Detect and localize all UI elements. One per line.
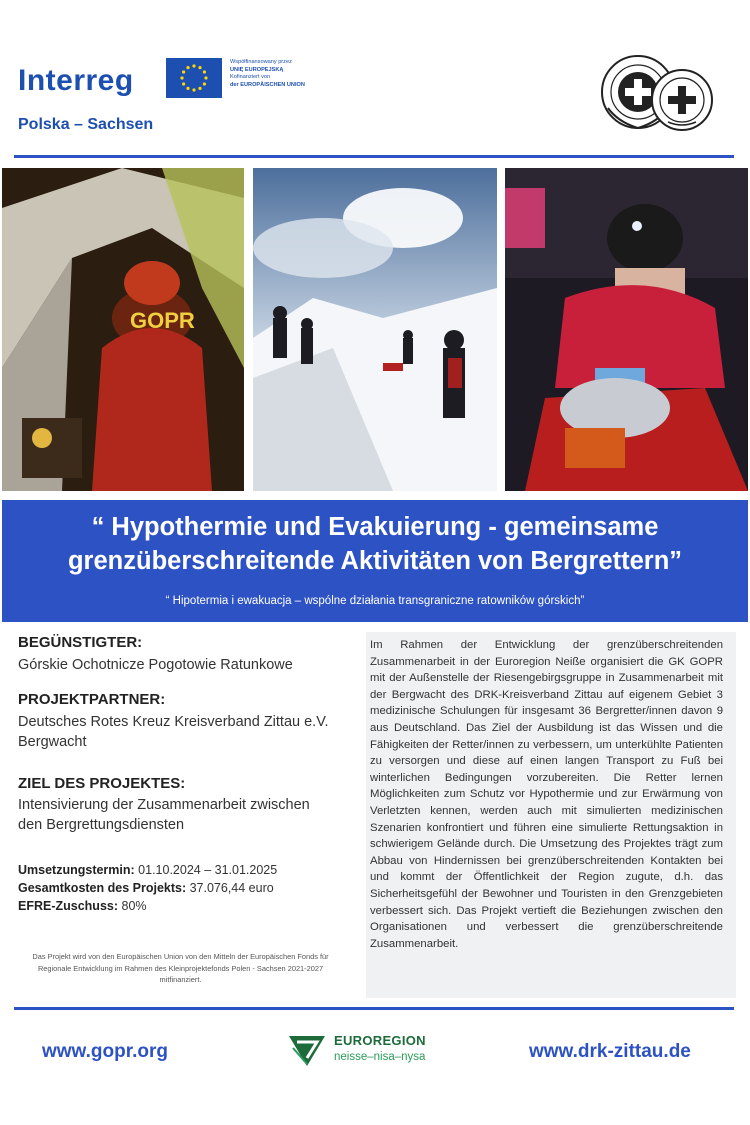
photo-gopr-label: GOPR (130, 308, 195, 333)
photo-patient-care (505, 168, 748, 491)
photo-rescuer-tent (2, 168, 244, 491)
euroregion-subtitle: neisse–nisa–nysa (334, 1051, 426, 1063)
partner-value: Deutsches Rotes Kreuz Kreisverband Zittau e.V. Bergwacht (18, 714, 329, 750)
header-divider (14, 155, 734, 158)
efre-row: EFRE-Zuschuss: 80% (18, 899, 147, 913)
funding-note: Das Projekt wird von den Europäischen Union von den Mitteln der Europäischen Fonds für Regionale Entwicklung im Rahmen des Kleinprojektefonds Polen - Sachsen 2021-2027 mitfinanziert. (32, 952, 329, 984)
eu-cofinance-text (230, 59, 350, 89)
footer-divider (14, 1007, 734, 1010)
eu-pl-line1: Współfinansowany przez (230, 59, 292, 65)
beneficiary-value: Górskie Ochotnicze Pogotowie Ratunkowe (18, 657, 293, 673)
project-facts (18, 861, 277, 915)
eu-pl-line2: UNIĘ EUROPEJSKĄ (230, 66, 284, 73)
cost-row: Gesamtkosten des Projekts: 37.076,44 euro (18, 881, 274, 895)
period-row: Umsetzungstermin: 01.10.2024 – 31.01.2025 (18, 863, 278, 877)
interreg-logo: Interreg (18, 64, 134, 97)
project-description: Im Rahmen der Entwicklung der grenzüberschreitenden Zusammenarbeit in der Euroregion Neiße organisiert die GK GOPR mit der Außenstelle der Riesengebirgsgruppe in Zusammenarbeit mit der Bergwacht des DRK-Kreisverband Zittau auf eigenem Gebiet 3 medizinische Schulungen für insgesamt 36 Bergretter/innen davon 9 aus Deutschland. Das Ziel der Ausbildung ist das Wissen und die Fähigkeiten der Retter/innen zu verbessern, um unterkühlte Patienten zu versorgen und diese auf einen langen Transport zu Fuß bei winterlichen Bedingungen vorzubereiten. Die Retter lernen Möglichkeiten zum Schutz vor Hypothermie und zur Erwärmung von Verletzten kennen, werden auch mit simulierten medizinischen Szenarien konfrontiert und führen eine simulierte Rettungsaktion in schwierigem Gelände durch. Die Umsetzung des Projektes trägt zum Abbau von Hindernissen bei grenzüberschreitenden Kontakten bei und kommt der Öffentlichkeit der Region zugute, d.h. das Sicherheitsgefühl der Bewohner und Touristen in den Grenzgebieten verbessert sich. Das Projekt vertieft die Beziehungen zwischen den Organisationen und verbessert die grenzüberschreitende Zusammenarbeit. (370, 639, 723, 950)
project-title-line2: grenzüberschreitende Aktivitäten von Bergrettern” (67, 547, 683, 575)
title-banner (2, 500, 748, 622)
eu-de-line1: Kofinanziert von (230, 74, 271, 81)
eu-de-line2: der EUROPÄISCHEN UNION (230, 81, 305, 88)
euroregion-logo-icon (287, 1032, 327, 1068)
goal-value: Intensivierung der Zusammenarbeit zwischen den Bergrettungsdiensten (18, 797, 310, 833)
project-title (2, 510, 748, 578)
gopr-website-link[interactable]: www.gopr.org (42, 1041, 168, 1062)
program-region: Polska – Sachsen (18, 116, 154, 133)
rescue-seals (598, 52, 716, 140)
drk-bergwacht-seal-icon (652, 70, 712, 130)
goal-label: ZIEL DES PROJEKTES: (18, 775, 186, 792)
eu-flag-icon (166, 58, 222, 98)
drk-website-link[interactable]: www.drk-zittau.de (529, 1041, 691, 1062)
partner-label: PROJEKTPARTNER: (18, 691, 166, 708)
photo-snow-evacuation (253, 168, 497, 491)
project-subtitle-pl: “ Hipotermia i ewakuacja – wspólne działania transgraniczne ratowników górskich” (165, 595, 585, 607)
beneficiary-label: BEGÜNSTIGTER: (18, 634, 143, 651)
project-title-line1: “ Hypothermie und Evakuierung - gemeinsame (91, 513, 659, 541)
euroregion-name: EUROREGION (334, 1033, 426, 1048)
